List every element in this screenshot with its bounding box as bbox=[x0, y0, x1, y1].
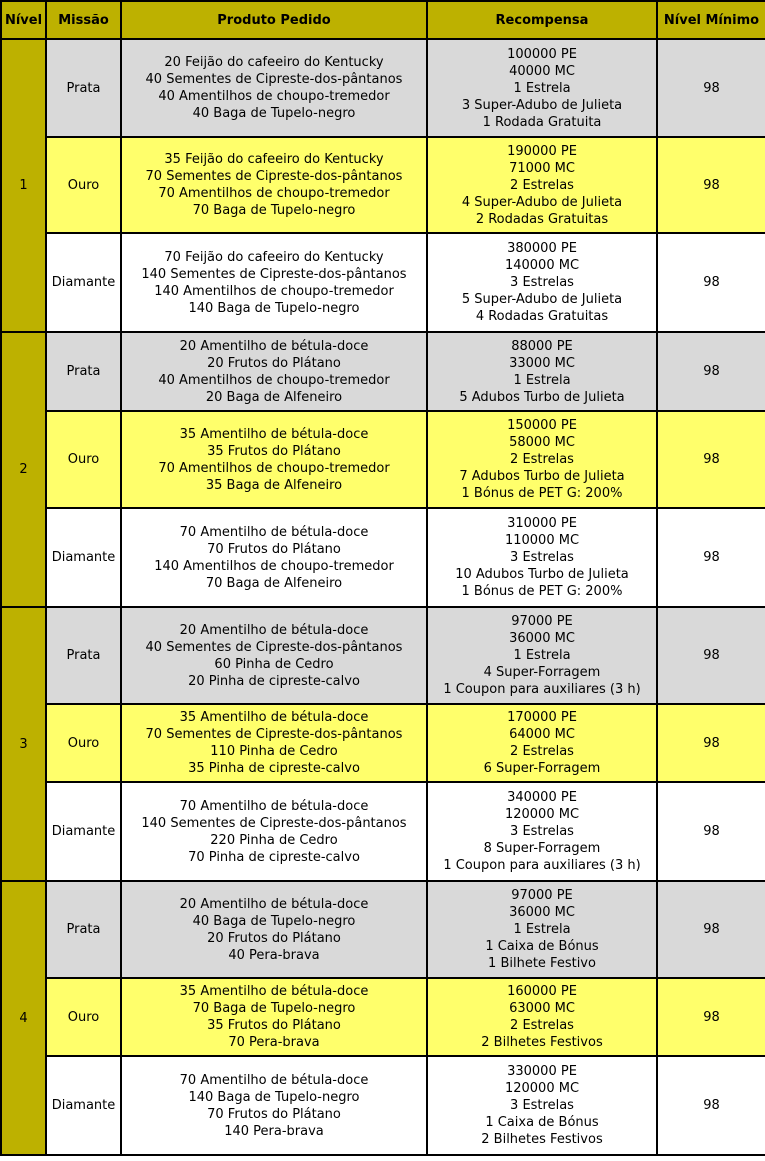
min-level-cell: 98 bbox=[657, 782, 765, 881]
min-level-cell: 98 bbox=[657, 978, 765, 1056]
header-reward: Recompensa bbox=[427, 1, 657, 39]
header-mission: Missão bbox=[46, 1, 121, 39]
reward-line: 6 Super-Forragem bbox=[483, 761, 601, 776]
reward-line: 63000 MC bbox=[509, 1001, 575, 1016]
rewards-cell bbox=[427, 137, 657, 233]
product-line: 70 Amentilho de bétula-doce bbox=[179, 1072, 369, 1088]
rewards-cell bbox=[427, 39, 657, 137]
table-row bbox=[1, 137, 765, 233]
reward-line: 150000 PE bbox=[507, 418, 577, 433]
reward-line: 120000 MC bbox=[504, 1081, 580, 1096]
product-line: 40 Amentilhos de choupo-tremedor bbox=[158, 372, 390, 388]
reward-line: 5 Super-Adubo de Julieta bbox=[461, 292, 623, 307]
reward-line: 36000 MC bbox=[509, 905, 575, 920]
reward-line: 1 Coupon para auxiliares (3 h) bbox=[443, 682, 641, 697]
products-cell bbox=[121, 782, 427, 881]
reward-line: 2 Estrelas bbox=[510, 744, 574, 759]
product-line: 140 Baga de Tupelo-negro bbox=[188, 300, 360, 316]
product-line: 70 Feijão do cafeeiro do Kentucky bbox=[164, 249, 384, 265]
product-line: 140 Baga de Tupelo-negro bbox=[188, 1089, 360, 1105]
product-line: 35 Amentilho de bétula-doce bbox=[179, 710, 369, 725]
product-line: 20 Amentilho de bétula-doce bbox=[179, 896, 369, 912]
reward-line: 8 Super-Forragem bbox=[483, 841, 601, 856]
products-cell bbox=[121, 704, 427, 782]
reward-line: 64000 MC bbox=[509, 727, 575, 742]
reward-line: 2 Estrelas bbox=[510, 177, 574, 193]
product-line: 20 Frutos do Plátano bbox=[207, 930, 341, 946]
product-line: 40 Baga de Tupelo-negro bbox=[192, 913, 356, 929]
level-cell: 3 bbox=[1, 607, 46, 881]
reward-line: 4 Rodadas Gratuitas bbox=[475, 309, 609, 324]
mission-tier-cell: Prata bbox=[46, 607, 121, 704]
reward-line: 2 Bilhetes Festivos bbox=[481, 1035, 603, 1050]
products-cell bbox=[121, 1056, 427, 1155]
product-line: 70 Amentilho de bétula-doce bbox=[179, 798, 369, 814]
reward-line: 3 Estrelas bbox=[510, 275, 574, 290]
products-cell bbox=[121, 881, 427, 978]
header-min-level: Nível Mínimo bbox=[657, 1, 765, 39]
product-line: 40 Sementes de Cipreste-dos-pântanos bbox=[145, 72, 403, 87]
product-line: 70 Sementes de Cipreste-dos-pântanos bbox=[145, 727, 403, 742]
product-line: 40 Baga de Tupelo-negro bbox=[192, 106, 356, 121]
product-line: 70 Amentilhos de choupo-tremedor bbox=[158, 460, 390, 476]
reward-line: 1 Caixa de Bónus bbox=[485, 1115, 599, 1130]
products-cell bbox=[121, 607, 427, 704]
product-line: 35 Frutos do Plátano bbox=[207, 443, 341, 459]
reward-line: 110000 MC bbox=[504, 533, 580, 548]
reward-line: 10 Adubos Turbo de Julieta bbox=[455, 567, 629, 582]
reward-line: 36000 MC bbox=[509, 631, 575, 646]
reward-line: 340000 PE bbox=[507, 790, 577, 805]
reward-line: 4 Super-Adubo de Julieta bbox=[461, 194, 623, 210]
table-row bbox=[1, 978, 765, 1056]
product-line: 35 Frutos do Plátano bbox=[207, 1018, 341, 1033]
products-cell bbox=[121, 978, 427, 1056]
table-row bbox=[1, 704, 765, 782]
product-line: 70 Sementes de Cipreste-dos-pântanos bbox=[145, 169, 403, 184]
mission-tier-cell: Prata bbox=[46, 332, 121, 411]
product-line: 40 Sementes de Cipreste-dos-pântanos bbox=[145, 639, 403, 655]
reward-line: 2 Bilhetes Festivos bbox=[481, 1132, 603, 1147]
reward-line: 1 Caixa de Bónus bbox=[485, 939, 599, 954]
reward-line: 3 Super-Adubo de Julieta bbox=[461, 97, 623, 113]
reward-line: 1 Bilhete Festivo bbox=[488, 956, 596, 971]
mission-tier-cell: Prata bbox=[46, 39, 121, 137]
product-line: 35 Pinha de cipreste-calvo bbox=[188, 761, 360, 776]
level-cell: 1 bbox=[1, 39, 46, 332]
product-line: 70 Amentilhos de choupo-tremedor bbox=[158, 186, 390, 201]
min-level-cell: 98 bbox=[657, 411, 765, 508]
reward-line: 1 Rodada Gratuita bbox=[482, 114, 602, 130]
reward-line: 88000 PE bbox=[511, 338, 573, 354]
min-level-cell: 98 bbox=[657, 704, 765, 782]
min-level-cell: 98 bbox=[657, 137, 765, 233]
product-line: 70 Pinha de cipreste-calvo bbox=[188, 849, 360, 865]
product-line: 35 Baga de Alfeneiro bbox=[205, 477, 343, 493]
product-line: 60 Pinha de Cedro bbox=[214, 656, 334, 672]
rewards-cell bbox=[427, 704, 657, 782]
rewards-cell bbox=[427, 411, 657, 508]
reward-line: 1 Coupon para auxiliares (3 h) bbox=[443, 858, 641, 873]
reward-line: 330000 PE bbox=[507, 1064, 577, 1079]
reward-line: 380000 PE bbox=[507, 241, 577, 256]
table-body bbox=[1, 39, 765, 1155]
mission-tier-cell: Ouro bbox=[46, 978, 121, 1056]
product-line: 35 Amentilho de bétula-doce bbox=[179, 426, 369, 442]
mission-tier-cell: Ouro bbox=[46, 411, 121, 508]
product-line: 70 Frutos do Plátano bbox=[207, 1106, 341, 1122]
rewards-cell bbox=[427, 978, 657, 1056]
reward-line: 58000 MC bbox=[509, 435, 575, 450]
product-line: 70 Baga de Tupelo-negro bbox=[192, 203, 356, 218]
reward-line: 1 Estrela bbox=[513, 648, 571, 663]
mission-tier-cell: Ouro bbox=[46, 704, 121, 782]
products-cell bbox=[121, 332, 427, 411]
reward-line: 100000 PE bbox=[507, 46, 577, 62]
table-row bbox=[1, 233, 765, 332]
reward-line: 5 Adubos Turbo de Julieta bbox=[459, 389, 625, 405]
product-line: 140 Amentilhos de choupo-tremedor bbox=[154, 558, 394, 574]
reward-line: 3 Estrelas bbox=[510, 824, 574, 839]
reward-line: 2 Estrelas bbox=[510, 1018, 574, 1033]
reward-line: 1 Bónus de PET G: 200% bbox=[461, 486, 623, 501]
product-line: 70 Baga de Tupelo-negro bbox=[192, 1001, 356, 1016]
min-level-cell: 98 bbox=[657, 508, 765, 607]
mission-tier-cell: Diamante bbox=[46, 782, 121, 881]
reward-line: 3 Estrelas bbox=[510, 550, 574, 565]
reward-line: 160000 PE bbox=[507, 984, 577, 999]
product-line: 70 Pera-brava bbox=[228, 1035, 320, 1050]
product-line: 140 Pera-brava bbox=[224, 1123, 324, 1139]
mission-tier-cell: Prata bbox=[46, 881, 121, 978]
products-cell bbox=[121, 137, 427, 233]
product-line: 140 Sementes de Cipreste-dos-pântanos bbox=[141, 266, 407, 282]
min-level-cell: 98 bbox=[657, 607, 765, 704]
table-row bbox=[1, 411, 765, 508]
reward-line: 120000 MC bbox=[504, 807, 580, 822]
products-cell bbox=[121, 233, 427, 332]
header-product: Produto Pedido bbox=[121, 1, 427, 39]
reward-line: 7 Adubos Turbo de Julieta bbox=[459, 469, 625, 484]
reward-line: 1 Estrela bbox=[513, 922, 571, 937]
table-row bbox=[1, 332, 765, 411]
reward-line: 3 Estrelas bbox=[510, 1098, 574, 1113]
products-cell bbox=[121, 39, 427, 137]
product-line: 40 Amentilhos de choupo-tremedor bbox=[158, 89, 390, 104]
product-line: 20 Amentilho de bétula-doce bbox=[179, 622, 369, 638]
product-line: 40 Pera-brava bbox=[228, 947, 320, 963]
header-row bbox=[1, 1, 765, 39]
reward-line: 310000 PE bbox=[507, 516, 577, 531]
reward-line: 170000 PE bbox=[507, 710, 577, 725]
header-level: Nível bbox=[1, 1, 46, 39]
mission-tier-cell: Diamante bbox=[46, 1056, 121, 1155]
min-level-cell: 98 bbox=[657, 881, 765, 978]
min-level-cell: 98 bbox=[657, 1056, 765, 1155]
product-line: 20 Pinha de cipreste-calvo bbox=[188, 673, 360, 689]
product-line: 110 Pinha de Cedro bbox=[210, 744, 338, 759]
reward-line: 97000 PE bbox=[511, 888, 573, 903]
rewards-cell bbox=[427, 881, 657, 978]
rewards-cell bbox=[427, 607, 657, 704]
reward-line: 1 Estrela bbox=[513, 80, 571, 96]
table-row bbox=[1, 607, 765, 704]
table-row bbox=[1, 508, 765, 607]
product-line: 20 Baga de Alfeneiro bbox=[205, 389, 343, 405]
reward-line: 1 Bónus de PET G: 200% bbox=[461, 584, 623, 599]
product-line: 20 Amentilho de bétula-doce bbox=[179, 338, 369, 354]
products-cell bbox=[121, 508, 427, 607]
rewards-cell bbox=[427, 332, 657, 411]
product-line: 140 Sementes de Cipreste-dos-pântanos bbox=[141, 815, 407, 831]
product-line: 35 Feijão do cafeeiro do Kentucky bbox=[164, 152, 384, 167]
products-cell bbox=[121, 411, 427, 508]
reward-line: 71000 MC bbox=[509, 160, 575, 176]
mission-tier-cell: Diamante bbox=[46, 233, 121, 332]
level-cell: 2 bbox=[1, 332, 46, 607]
reward-line: 1 Estrela bbox=[513, 372, 571, 388]
rewards-cell bbox=[427, 1056, 657, 1155]
min-level-cell: 98 bbox=[657, 39, 765, 137]
min-level-cell: 98 bbox=[657, 233, 765, 332]
product-line: 140 Amentilhos de choupo-tremedor bbox=[154, 283, 394, 299]
product-line: 70 Frutos do Plátano bbox=[207, 541, 341, 557]
table-row bbox=[1, 782, 765, 881]
product-line: 20 Frutos do Plátano bbox=[207, 355, 341, 371]
reward-line: 2 Rodadas Gratuitas bbox=[475, 211, 609, 227]
reward-line: 2 Estrelas bbox=[510, 452, 574, 467]
mission-tier-cell: Ouro bbox=[46, 137, 121, 233]
rewards-cell bbox=[427, 782, 657, 881]
product-line: 70 Baga de Alfeneiro bbox=[205, 575, 343, 591]
table-row bbox=[1, 1056, 765, 1155]
table-row bbox=[1, 39, 765, 137]
reward-line: 40000 MC bbox=[509, 63, 575, 79]
product-line: 35 Amentilho de bétula-doce bbox=[179, 984, 369, 999]
product-line: 220 Pinha de Cedro bbox=[210, 832, 338, 848]
reward-line: 140000 MC bbox=[504, 258, 580, 273]
min-level-cell: 98 bbox=[657, 332, 765, 411]
reward-line: 4 Super-Forragem bbox=[483, 665, 601, 680]
reward-line: 33000 MC bbox=[509, 355, 575, 371]
reward-line: 97000 PE bbox=[511, 614, 573, 629]
mission-tier-cell: Diamante bbox=[46, 508, 121, 607]
product-line: 70 Amentilho de bétula-doce bbox=[179, 524, 369, 540]
table-row bbox=[1, 881, 765, 978]
reward-line: 190000 PE bbox=[507, 143, 577, 159]
product-line: 20 Feijão do cafeeiro do Kentucky bbox=[164, 55, 384, 70]
rewards-cell bbox=[427, 233, 657, 332]
level-cell: 4 bbox=[1, 881, 46, 1155]
rewards-cell bbox=[427, 508, 657, 607]
